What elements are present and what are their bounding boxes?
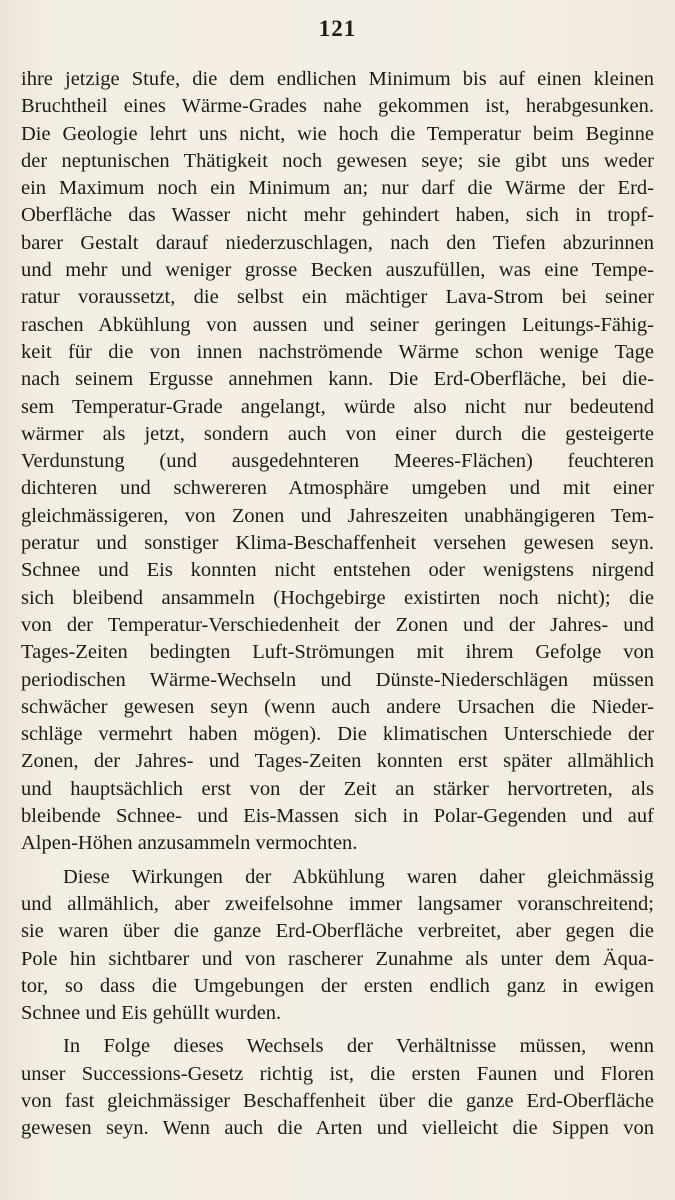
text-line: ratur voraussetzt, die selbst ein mächtiger Lava-Strom bei seiner [21,286,654,309]
text-line: ein Maximum noch ein Minimum an; nur darf die Wärme der Erd- [21,177,654,200]
text-line: Schnee und Eis konnten nicht entstehen oder wenigstens nirgend [21,559,654,582]
text-line: wärmer als jetzt, sondern auch von einer durch die gesteigerte [21,422,654,445]
text-line: Diese Wirkungen der Abkühlung waren daher gleichmässig [63,865,654,888]
text-line: sie waren über die ganze Erd-Oberfläche verbreitet, aber gegen die [21,920,654,943]
text-line: von fast gleichmässiger Beschaffenheit über die ganze Erd-Oberfläche [21,1089,654,1112]
text-line: Zonen, der Jahres- und Tages-Zeiten konnten erst später allmählich [21,750,654,773]
page-number: 121 [318,16,357,41]
text-line: keit für die von innen nachströmende Wärme schon wenige Tage [21,340,654,363]
paragraph [21,864,654,1028]
text-line: Bruchtheil eines Wärme-Grades nahe gekommen ist, herabgesunken. [21,95,654,118]
text-line: gewesen seyn. Wenn auch die Arten und vielleicht die Sippen von [21,1117,654,1140]
text-line: tor, so dass die Umgebungen der ersten endlich ganz in ewigen [21,974,654,997]
paragraph [21,66,654,858]
text-line: raschen Abkühlung von aussen und seiner geringen Leitungs-Fähig- [21,313,654,336]
text-line: sem Temperatur-Grade angelangt, würde also nicht nur bedeutend [21,395,654,418]
text-line: nach seinem Ergusse annehmen kann. Die Erd-Oberfläche, bei die- [21,368,654,391]
text-line: und mehr und weniger grosse Becken auszufüllen, was eine Tempe- [21,259,654,282]
text-line: Verdunstung (und ausgedehnteren Meeres-Flächen) feuchteren [21,450,654,473]
text-line: der neptunischen Thätigkeit noch gewesen seye; sie gibt uns weder [21,149,654,172]
text-line: Alpen-Höhen anzusammeln vermochten. [21,832,358,855]
text-line: bleibende Schnee- und Eis-Massen sich in Polar-Gegenden und auf [21,805,654,828]
text-line: In Folge dieses Wechsels der Verhältnisse müssen, wenn [63,1035,654,1058]
text-line: gleichmässigeren, von Zonen und Jahreszeiten unabhängigeren Tem- [21,504,654,527]
paragraph [21,1033,654,1142]
text-line: Oberfläche das Wasser nicht mehr gehindert haben, sich in tropf- [21,204,654,227]
text-line: schwächer gewesen seyn (wenn auch andere Ursachen die Nieder- [21,695,654,718]
text-line: periodischen Wärme-Wechseln und Dünste-Niederschlägen müssen [21,668,654,691]
text-line: peratur und sonstiger Klima-Beschaffenheit versehen gewesen seyn. [21,532,654,555]
text-line: unser Successions-Gesetz richtig ist, die ersten Faunen und Floren [21,1062,654,1085]
text-line: dichteren und schwereren Atmosphäre umgeben und mit einer [21,477,654,500]
text-line: ihre jetzige Stufe, die dem endlichen Minimum bis auf einen kleinen [21,68,654,90]
text-line: Pole hin sichtbarer und von rascherer Zunahme als unter dem Äqua- [21,947,654,970]
text-line: und allmählich, aber zweifelsohne immer langsamer voranschreitend; [21,892,654,915]
body-text [21,66,654,1143]
text-line: sich bleibend ansammeln (Hochgebirge existirten noch nicht); die [21,586,654,609]
text-line: Die Geologie lehrt uns nicht, wie hoch die Temperatur beim Beginne [21,122,654,145]
text-line: Schnee und Eis gehüllt wurden. [21,1002,282,1025]
text-line: Tages-Zeiten bedingten Luft-Strömungen mit ihrem Gefolge von [21,641,654,664]
text-line: und hauptsächlich erst von der Zeit an stärker hervortreten, als [21,777,654,800]
text-line: barer Gestalt darauf niederzuschlagen, nach den Tiefen abzurinnen [21,231,654,254]
text-line: schläge vermehrt haben mögen). Die klimatischen Unterschiede der [21,723,654,746]
text-line: von der Temperatur-Verschiedenheit der Zonen und der Jahres- und [21,613,654,636]
